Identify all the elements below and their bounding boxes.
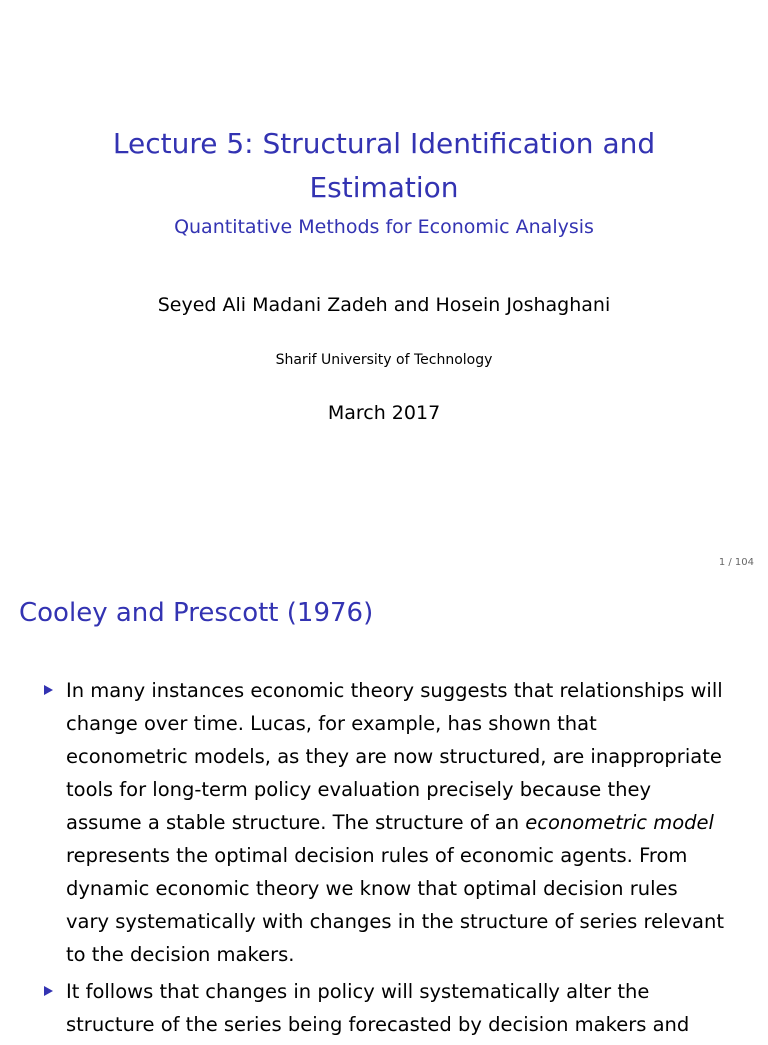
content-slide bbox=[0, 578, 768, 1036]
lecture-subtitle: Quantitative Methods for Economic Analysis bbox=[174, 216, 594, 238]
bullet-text: It follows that changes in policy will systematically alter the structure of the series being forecasted by decision makers and bbox=[66, 980, 690, 1036]
authors: Seyed Ali Madani Zadeh and Hosein Joshaghani bbox=[157, 294, 611, 316]
page-number: 1 / 104 bbox=[718, 557, 754, 568]
triangle-right-icon bbox=[44, 685, 53, 695]
bullet-text-after: represents the optimal decision rules of economic agents. From dynamic economic theory we know that optimal decision rules vary systematically with changes in the structure of series relevant to the decision makers. bbox=[66, 844, 724, 966]
institute: Sharif University of Technology bbox=[275, 352, 493, 368]
bullet-item bbox=[44, 975, 724, 1041]
lecture-title: Lecture 5: Structural Identification and Estimation bbox=[112, 127, 656, 204]
frame-title: Cooley and Prescott (1976) bbox=[19, 598, 374, 628]
bullet-list bbox=[44, 674, 724, 1045]
bullet-text-before: In many instances economic theory suggests that relationships will change over time. Lucas, for example, has shown that econometric models, as they are now structured, are inappropriate tools for long-term policy evaluation precisely because they assume a stable structure. The structure of an bbox=[66, 679, 723, 834]
bullet-item bbox=[44, 674, 724, 971]
lecture-date: March 2017 bbox=[327, 402, 441, 424]
bullet-text-emphasis: econometric model bbox=[525, 811, 714, 834]
title-block bbox=[0, 122, 768, 238]
triangle-right-icon bbox=[44, 986, 53, 996]
